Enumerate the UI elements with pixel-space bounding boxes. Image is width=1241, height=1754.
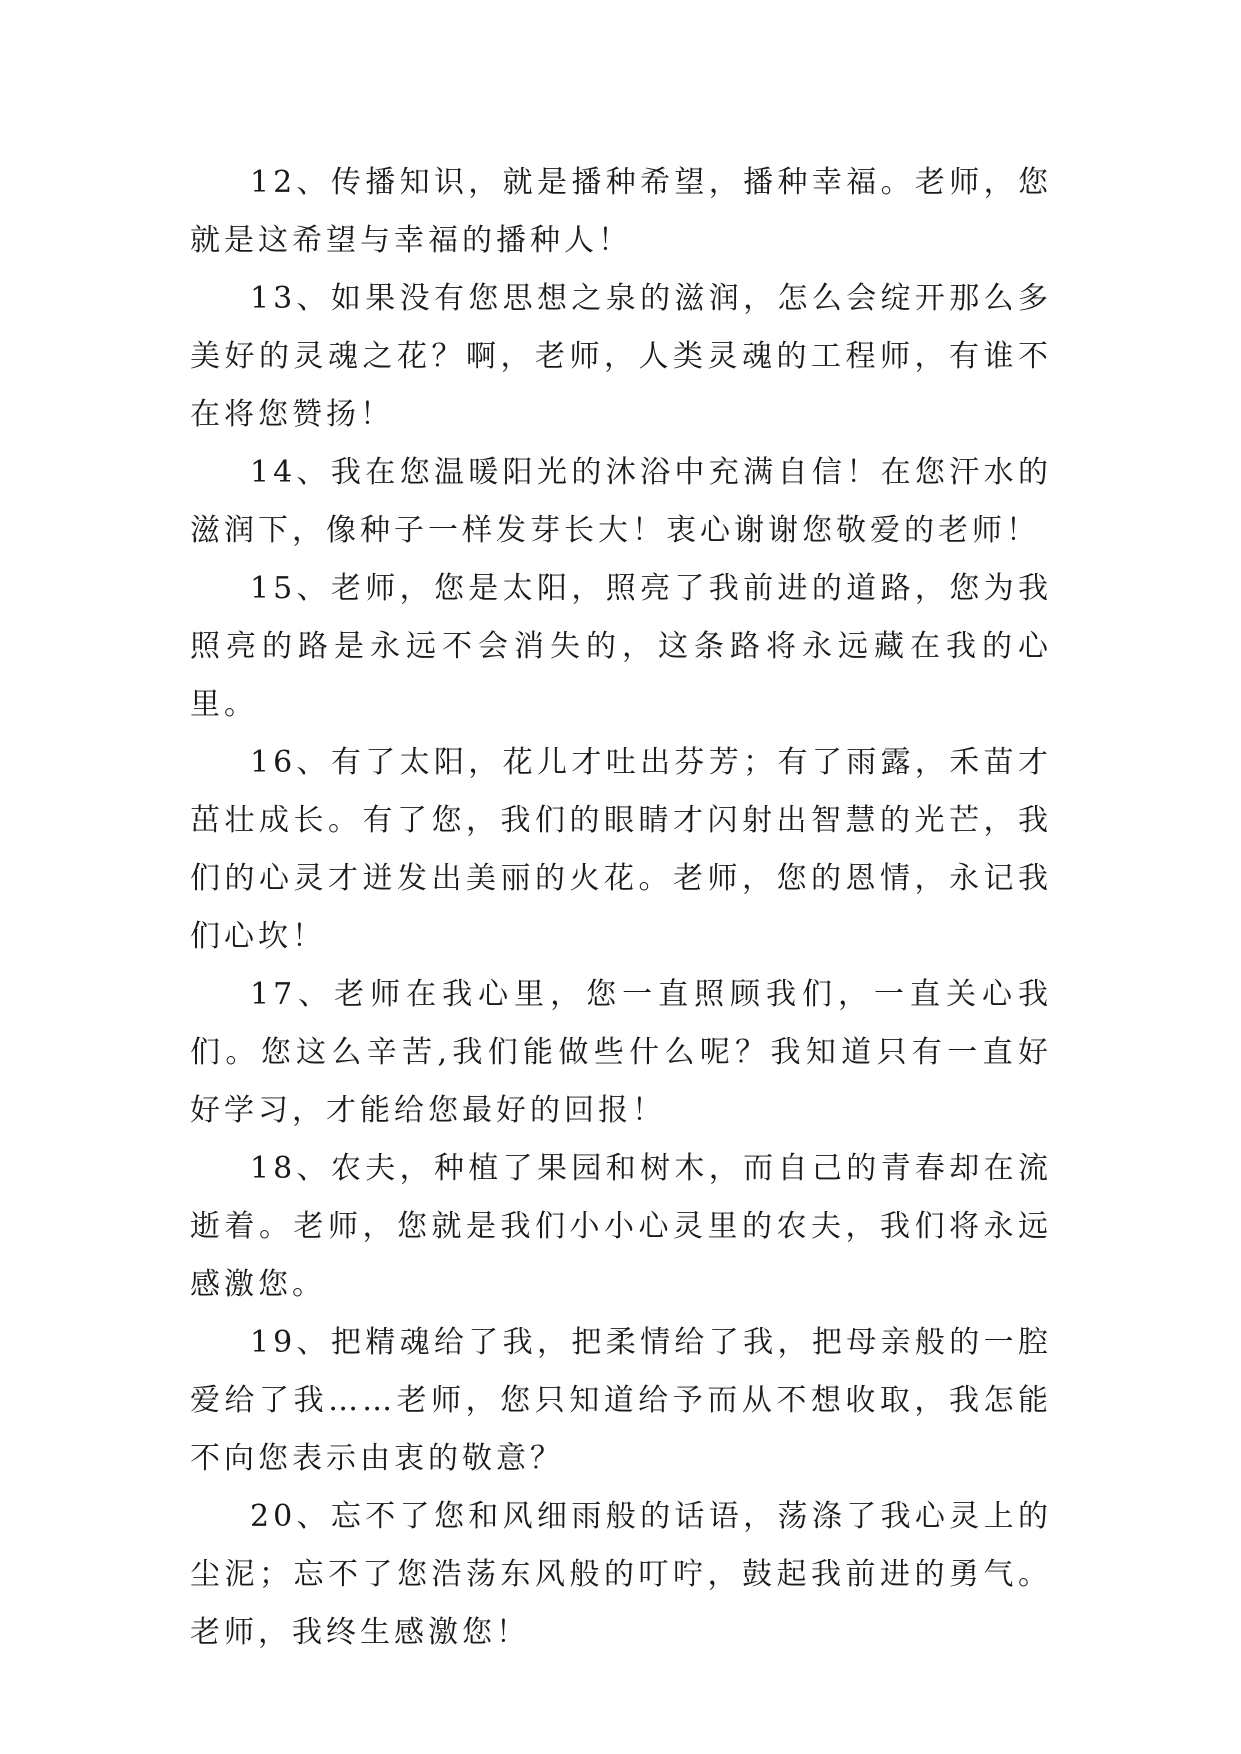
- paragraph-15: 15、老师，您是太阳，照亮了我前进的道路，您为我照亮的路是永远不会消失的，这条路将永远藏在我的心里。: [190, 571, 1052, 722]
- paragraph-19: 19、把精魂给了我，把柔情给了我，把母亲般的一腔爱给了我……老师，您只知道给予而从不想收取，我怎能不向您表示由衷的敬意？: [190, 1325, 1052, 1476]
- paragraph-16: 16、有了太阳，花儿才吐出芬芳；有了雨露，禾苗才茁壮成长。有了您，我们的眼睛才闪射出智慧的光芒，我们的心灵才迸发出美丽的火花。老师，您的恩情，永记我们心坎！: [190, 745, 1052, 954]
- paragraph-20: 20、忘不了您和风细雨般的话语，荡涤了我心灵上的尘泥；忘不了您浩荡东风般的叮咛，鼓起我前进的勇气。老师，我终生感激您！: [190, 1499, 1052, 1650]
- paragraph-18: 18、农夫，种植了果园和树木，而自己的青春却在流逝着。老师，您就是我们小小心灵里的农夫，我们将永远感激您。: [190, 1151, 1052, 1302]
- paragraph-14: 14、我在您温暖阳光的沐浴中充满自信！在您汗水的滋润下，像种子一样发芽长大！衷心谢谢您敬爱的老师！: [190, 455, 1052, 548]
- paragraph-13: 13、如果没有您思想之泉的滋润，怎么会绽开那么多美好的灵魂之花？啊，老师，人类灵魂的工程师，有谁不在将您赞扬！: [190, 281, 1052, 432]
- paragraph-12: 12、传播知识，就是播种希望，播种幸福。老师，您就是这希望与幸福的播种人！: [190, 165, 1052, 258]
- document-body: [190, 154, 1052, 1662]
- paragraph-17: 17、老师在我心里，您一直照顾我们，一直关心我们。您这么辛苦,我们能做些什么呢？我知道只有一直好好学习，才能给您最好的回报！: [190, 977, 1052, 1128]
